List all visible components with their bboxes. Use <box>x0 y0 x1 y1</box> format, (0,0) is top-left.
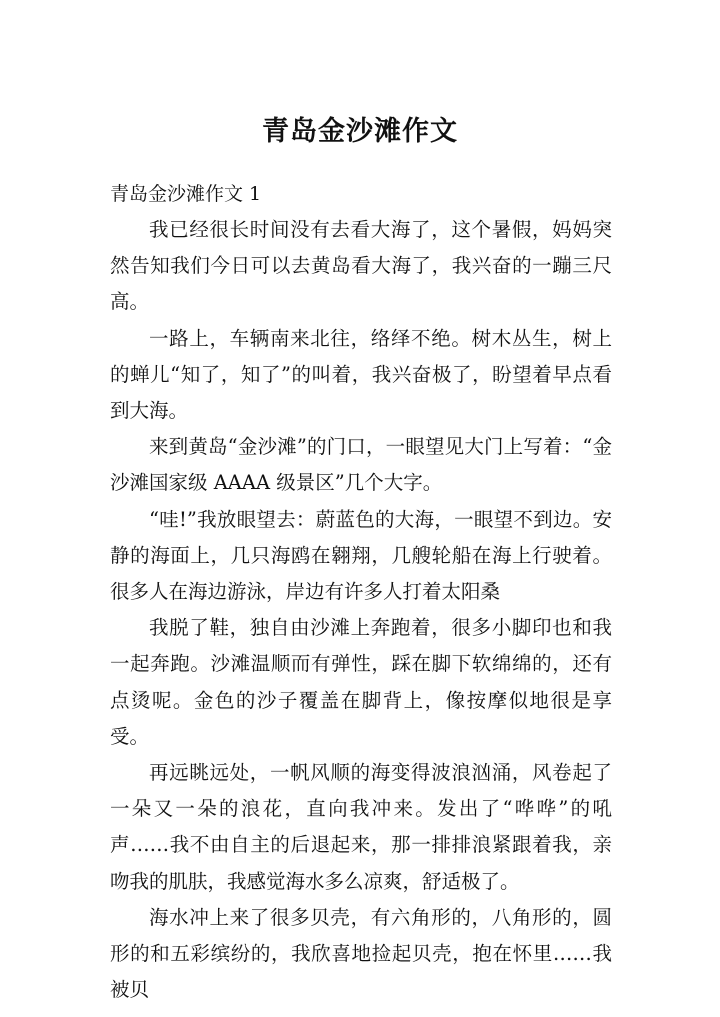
paragraph-2: 一路上，车辆南来北往，络绎不绝。树木丛生，树上的蝉儿“知了，知了”的叫着，我兴奋极了，盼望着早点看到大海。 <box>110 326 612 423</box>
paragraph-6: 再远眺远处，一帆风顺的海变得波浪汹涌，风卷起了一朵又一朵的浪花，直向我冲来。发出了“哗哗”的吼声……我不由自主的后退起来，那一排排浪紧跟着我，亲吻我的肌肤，我感觉海水多么凉爽，舒适极了。 <box>110 761 612 893</box>
page-title: 青岛金沙滩作文 <box>262 116 458 147</box>
paragraph-5: 我脱了鞋，独自由沙滩上奔跑着，很多小脚印也和我一起奔跑。沙滩温顺而有弹性，踩在脚下软绵绵的，还有点烫呢。金色的沙子覆盖在脚背上，像按摩似地很是享受。 <box>110 616 612 748</box>
paragraph-7: 海水冲上来了很多贝壳，有六角形的，八角形的，圆形的和五彩缤纷的，我欣喜地捡起贝壳，抱在怀里……我被贝 <box>110 905 612 1002</box>
paragraph-3: 来到黄岛“金沙滩”的门口，一眼望见大门上写着：“金沙滩国家级 AAAA 级景区”几个大字。 <box>110 435 612 495</box>
essay-body <box>110 212 612 1008</box>
essay-heading: 青岛金沙滩作文 1 <box>110 183 262 205</box>
paragraph-4: “哇!”我放眼望去：蔚蓝色的大海，一眼望不到边。安静的海面上，几只海鸥在翱翔，几艘轮船在海上行驶着。很多人在海边游泳，岸边有许多人打着太阳桑 <box>110 507 612 604</box>
paragraph-1: 我已经很长时间没有去看大海了，这个暑假，妈妈突然告知我们今日可以去黄岛看大海了，我兴奋的一蹦三尺高。 <box>110 218 612 314</box>
